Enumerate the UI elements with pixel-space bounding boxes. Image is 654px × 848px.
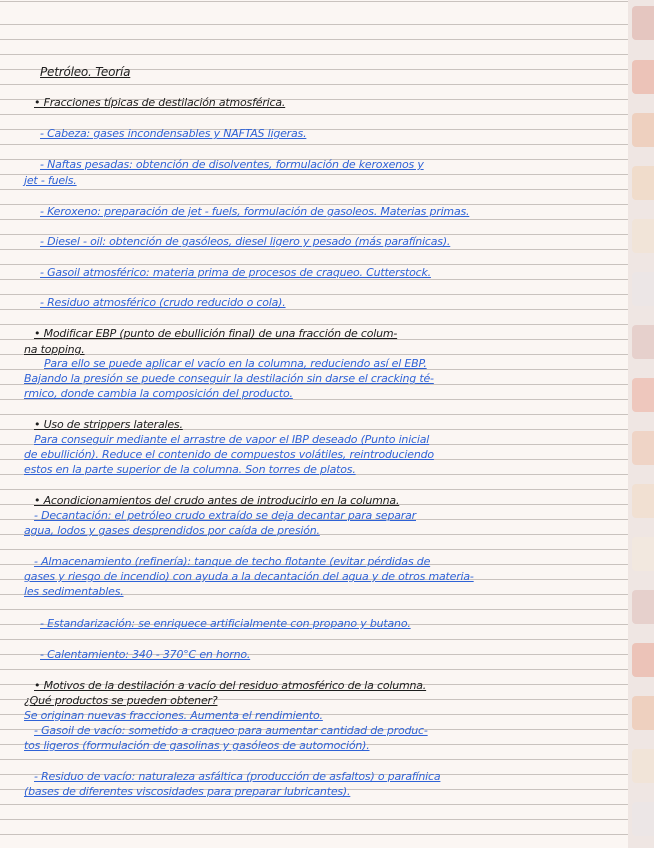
note-line: de ebullición). Reduce el contenido de compuestos volátiles, reintroduciendo (24, 448, 434, 461)
notebook-tab[interactable] (632, 378, 654, 412)
notebook-tab[interactable] (632, 484, 654, 518)
section-heading: • Fracciones típicas de destilación atmosférica. (34, 96, 286, 109)
notebook-tab[interactable] (632, 272, 654, 306)
notebook-tab[interactable] (632, 113, 654, 147)
note-line: - Residuo de vacío: naturaleza asfáltica (producción de asfaltos) o parafínica (34, 770, 441, 783)
note-line: - Almacenamiento (refinería): tanque de techo flotante (evitar pérdidas de (34, 555, 431, 568)
notebook-tab[interactable] (632, 643, 654, 677)
notebook-tab[interactable] (632, 749, 654, 783)
section-heading: • Motivos de la destilación a vacío del residuo atmosférico de la columna. (34, 679, 427, 692)
note-line: (bases de diferentes viscosidades para preparar lubricantes). (24, 785, 351, 798)
note-line: - Gasoil atmosférico: materia prima de procesos de craqueo. Cutterstock. (40, 266, 431, 279)
note-line: Para ello se puede aplicar el vacío en la columna, reduciendo así el EBP. (44, 357, 427, 370)
note-line: - Diesel - oil: obtención de gasóleos, diesel ligero y pesado (más parafínicas). (40, 235, 451, 248)
notebook-tab[interactable] (632, 431, 654, 465)
note-line: - Naftas pesadas: obtención de disolventes, formulación de keroxenos y (40, 158, 424, 171)
notebook-tabs (628, 0, 654, 848)
note-line: tos ligeros (formulación de gasolinas y gasóleos de automoción). (24, 739, 370, 752)
notebook-tab[interactable] (632, 537, 654, 571)
note-line: - Gasoil de vacío: sometido a craqueo para aumentar cantidad de produc- (34, 724, 428, 737)
note-line: jet - fuels. (24, 174, 77, 187)
section-heading: • Acondicionamientos del crudo antes de introducirlo en la columna. (34, 494, 400, 507)
note-line: Bajando la presión se puede conseguir la destilación sin darse el cracking té- (24, 372, 434, 385)
notebook-tab[interactable] (632, 60, 654, 94)
section-heading: • Modificar EBP (punto de ebullición final) de una fracción de colum- (34, 327, 398, 340)
section-heading: • Uso de strippers laterales. (34, 418, 183, 431)
note-line: gases y riesgo de incendio) con ayuda a la decantación del agua y de otros materia- (24, 570, 474, 583)
section-heading: ¿Qué productos se pueden obtener? (24, 694, 218, 707)
note-line: - Keroxeno: preparación de jet - fuels, formulación de gasoleos. Materias primas. (40, 205, 470, 218)
notebook-tab[interactable] (632, 219, 654, 253)
note-line: agua, lodos y gases desprendidos por caída de presión. (24, 524, 320, 537)
note-line: rmico, donde cambia la composición del producto. (24, 387, 293, 400)
note-line: Se originan nuevas fracciones. Aumenta el rendimiento. (24, 709, 323, 722)
note-line: - Estandarización: se enriquece artificialmente con propano y butano. (40, 617, 411, 630)
note-line: - Residuo atmosférico (crudo reducido o cola). (40, 296, 286, 309)
page-title: Petróleo. Teoría (40, 65, 131, 79)
notebook-tab[interactable] (632, 590, 654, 624)
note-line: les sedimentables. (24, 585, 124, 598)
notebook-tab[interactable] (632, 325, 654, 359)
note-line: Para conseguir mediante el arrastre de vapor el IBP deseado (Punto inicial (34, 433, 430, 446)
notebook-tab[interactable] (632, 696, 654, 730)
note-line: - Calentamiento: 340 - 370°C en horno. (40, 648, 251, 661)
notebook-tab[interactable] (632, 6, 654, 40)
notebook-tab[interactable] (632, 802, 654, 836)
note-line: estos en la parte superior de la columna. Son torres de platos. (24, 463, 356, 476)
note-line: - Cabeza: gases incondensables y NAFTAS ligeras. (40, 127, 307, 140)
notebook-tab[interactable] (632, 166, 654, 200)
section-heading: na topping. (24, 343, 85, 356)
note-line: - Decantación: el petróleo crudo extraído se deja decantar para separar (34, 509, 416, 522)
